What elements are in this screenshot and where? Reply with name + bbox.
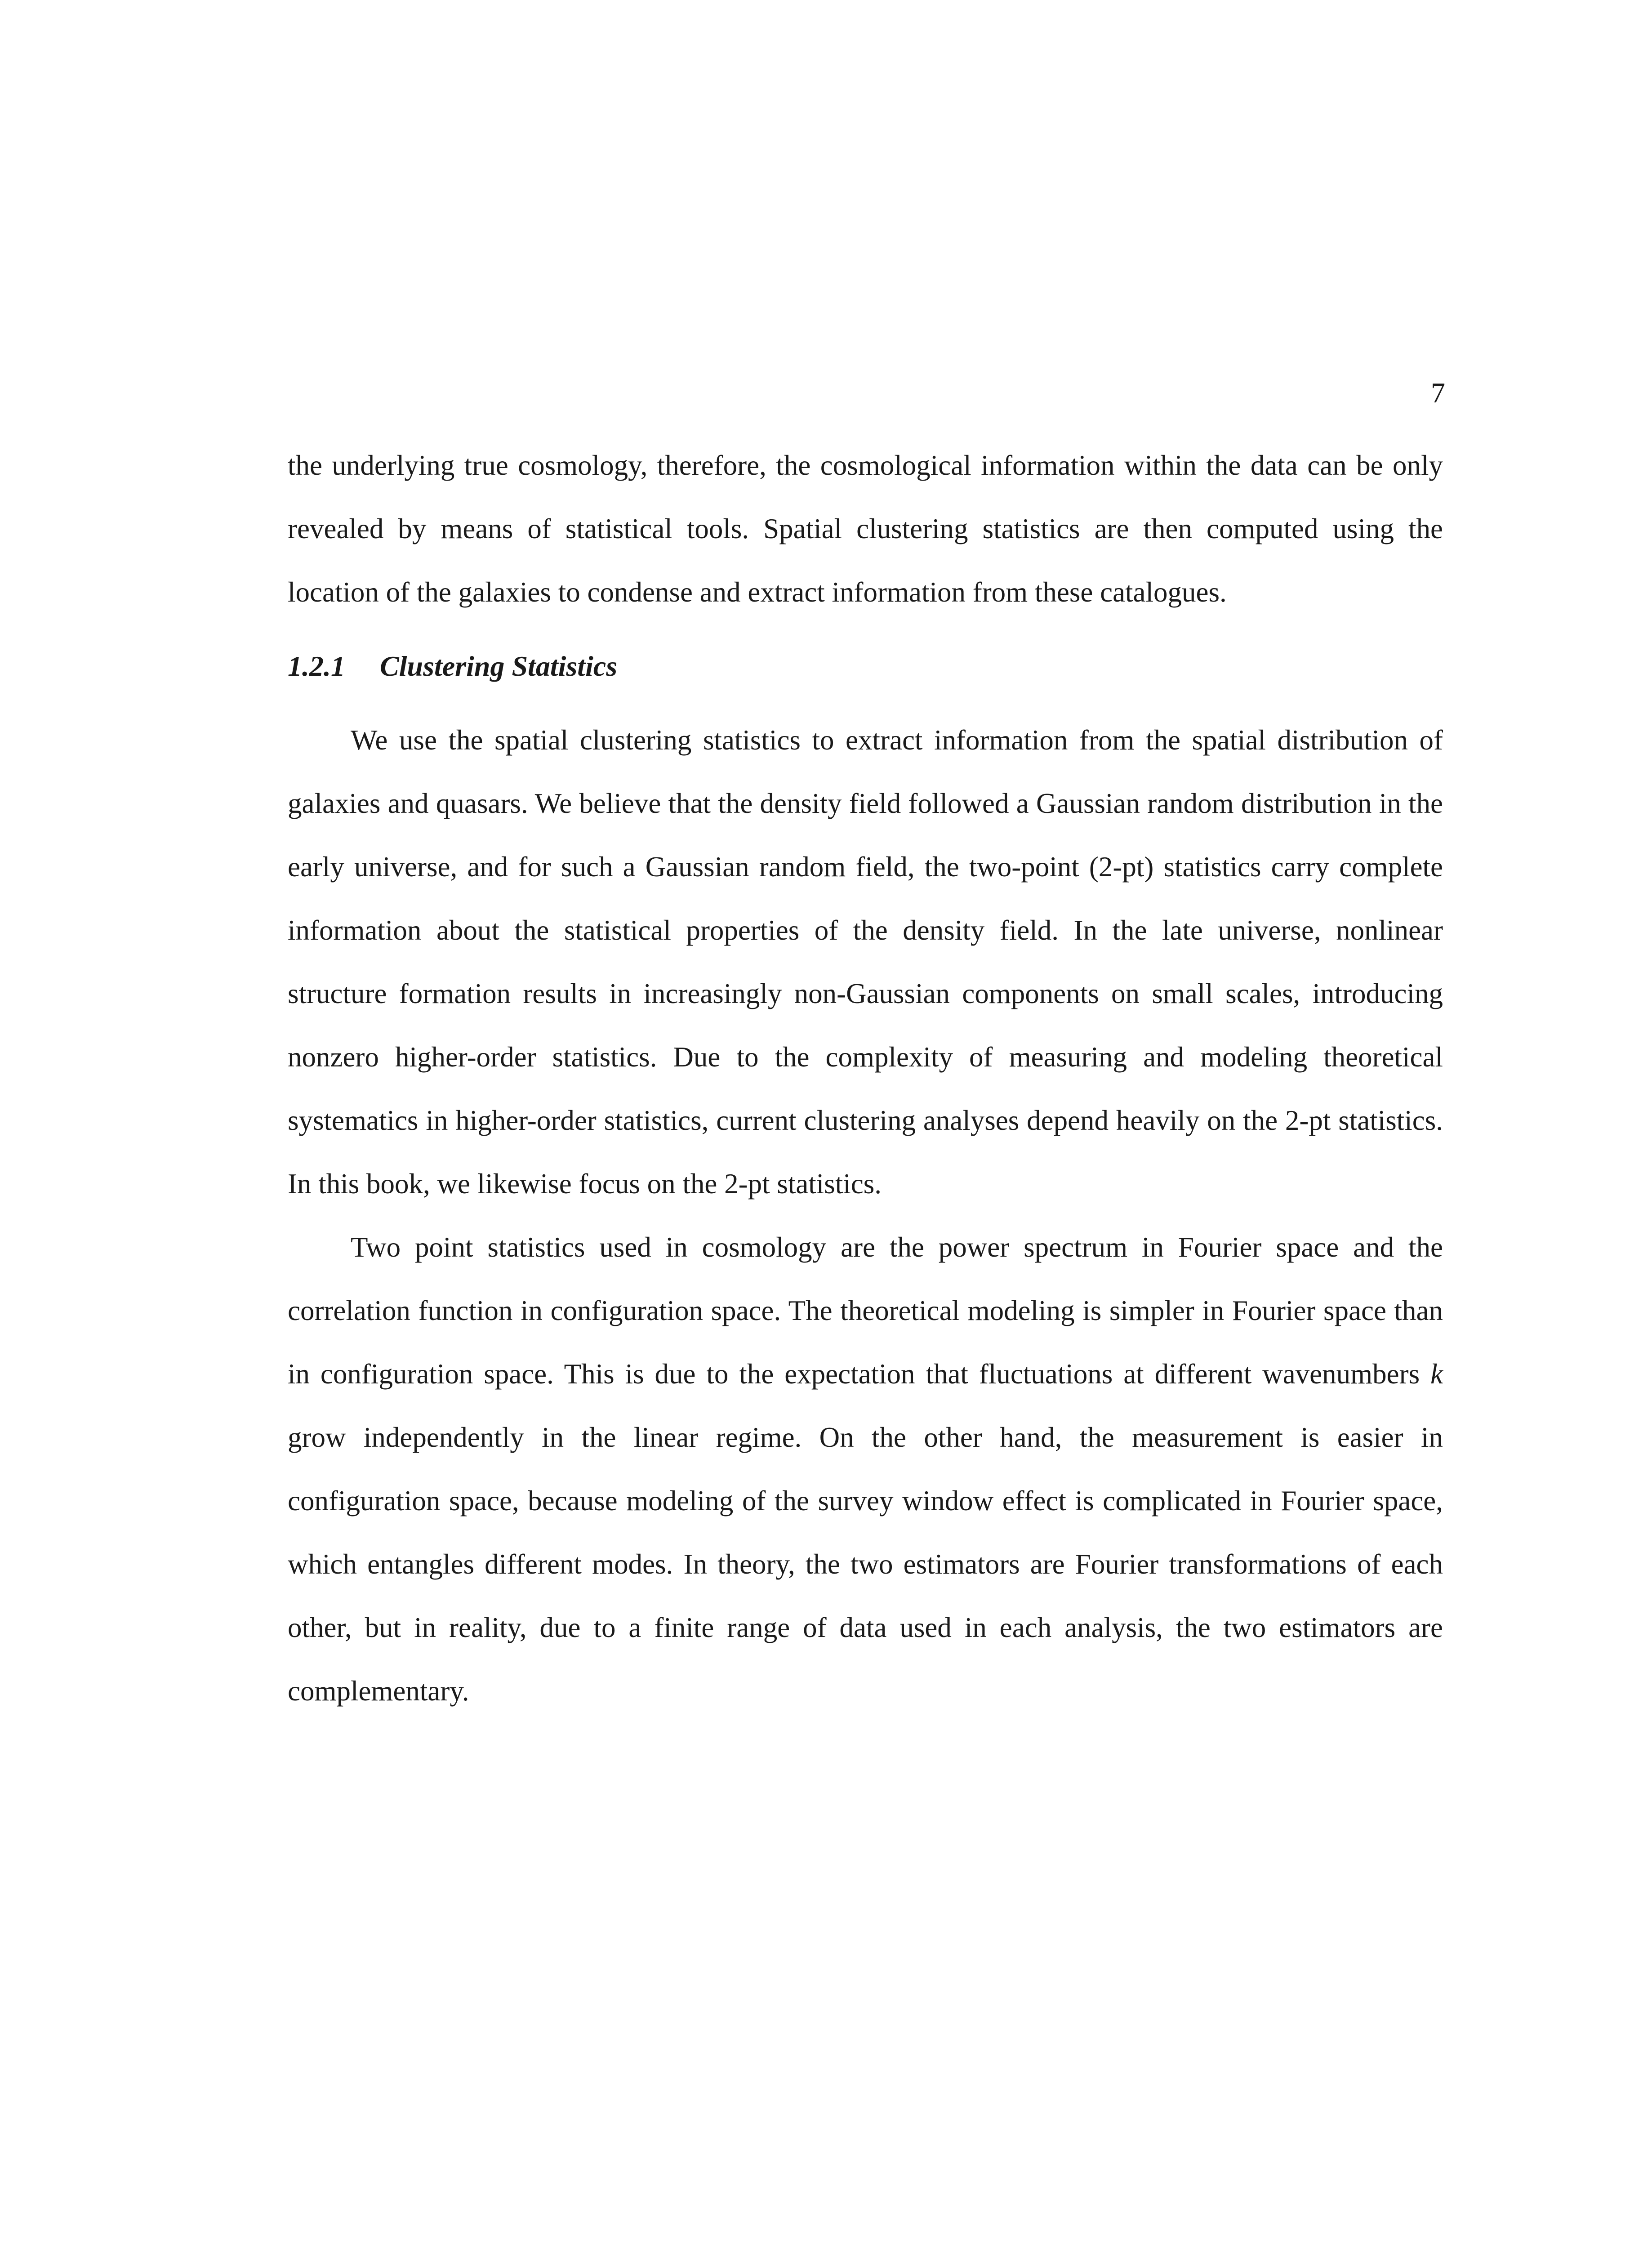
paragraph-3-part-1: Two point statistics used in cosmology are the power spectrum in Fourier space and the correlation function in configuration space. The theoretical modeling is simpler in Fourier space than in configuration space. This is due to the expectation that fluctuations at different wavenumbers [288, 1231, 1443, 1390]
section-heading [288, 644, 1443, 689]
paragraph-3-part-2: grow independently in the linear regime. On the other hand, the measurement is easier in configuration space, because modeling of the survey window effect is complicated in Fourier space, which entangles different modes. In theory, the two estimators are Fourier transformations of each other, but in reality, due to a finite range of data used in each analysis, the two estimators are complementary. [288, 1422, 1443, 1707]
body-text [288, 434, 1443, 1723]
section-title: Clustering Statistics [380, 650, 618, 682]
intro-paragraph: the underlying true cosmology, therefore, the cosmological information within the data can be only revealed by means of statistical tools. Spatial clustering statistics are then computed using the location of the galaxies to condense and extract information from these catalogues. [288, 450, 1443, 608]
section-number: 1.2.1 [288, 650, 345, 682]
paragraph-two-point-statistics [288, 1216, 1443, 1723]
wavenumber-variable: k [1430, 1358, 1443, 1390]
page-number: 7 [1431, 377, 1445, 409]
paragraph-clustering-statistics: We use the spatial clustering statistics to extract information from the spatial distribution of galaxies and quasars. We believe that the density field followed a Gaussian random distribution in the early universe, and for such a Gaussian random field, the two-point (2-pt) statistics carry complete information about the statistical properties of the density field. In the late universe, nonlinear structure formation results in increasingly non-Gaussian components on small scales, introducing nonzero higher-order statistics. Due to the complexity of measuring and modeling theoretical systematics in higher-order statistics, current clustering analyses depend heavily on the 2-pt statistics. In this book, we likewise focus on the 2-pt statistics. [288, 724, 1443, 1200]
